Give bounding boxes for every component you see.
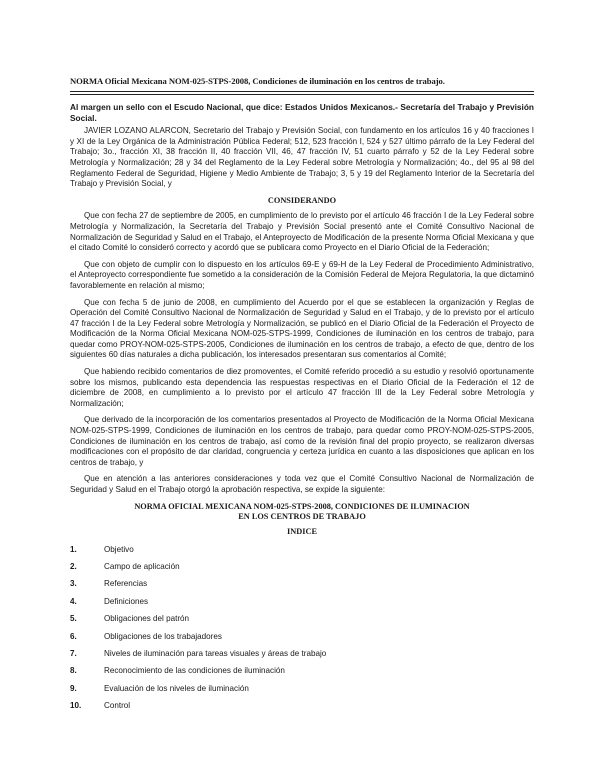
toc-item [70,701,534,718]
considerando-paragraph: Que con fecha 5 de junio de 2008, en cumplimiento del Acuerdo por el que se establecen la organización y Reglas de Operación del Comité Consultivo Nacional de Normalización de Seguridad y Salud en el Trabajo, y de lo previsto por el artículo 47 fracción I de la Ley Federal sobre Metrología y Normalización, se publicó en el Diario Oficial de la Federación el Proyecto de Modificación de la Norma Oficial Mexicana NOM-025-STPS-1999, Condiciones de iluminación en los centros de trabajo, para quedar como PROY-NOM-025-STPS-2005, Condiciones de iluminación en los centros de trabajo, a efecto de que, dentro de los siguientes 60 días naturales a dicha publicación, los interesados presentaran sus comentarios al Comité; [70,297,534,360]
norma-heading: NORMA OFICIAL MEXICANA NOM-025-STPS-2008, CONDICIONES DE ILUMINACION EN LOS CENTROS DE TRABAJO [134,501,470,521]
document-body [70,102,534,719]
toc-number: 2. [70,561,77,571]
toc-item [70,579,534,596]
seal-notice: Al margen un sello con el Escudo Nacional, que dice: Estados Unidos Mexicanos.- Secretaría del Trabajo y Previsión Social. [70,102,534,123]
considerando-paragraph: Que habiendo recibido comentarios de diez promoventes, el Comité referido procedió a su estudio y resolvió oportunamente sobre los mismos, publicando esta dependencia las respuestas respectivas en el Diario Oficial de la Federación el 12 de diciembre de 2008, en cumplimiento a lo previsto por el artículo 47 fracción III de la Ley Federal sobre Metrología y Normalización; [70,367,534,408]
considerando-paragraph: Que en atención a las anteriores consideraciones y toda vez que el Comité Consultivo Nacional de Normalización de Seguridad y Salud en el Trabajo otorgó la aprobación respectiva, se expide la siguiente: [70,474,534,494]
toc-label: Evaluación de los niveles de iluminación [104,683,249,693]
toc-number: 9. [70,683,77,693]
document-title: NORMA Oficial Mexicana NOM-025-STPS-2008, Condiciones de iluminación en los centros de trabajo. [70,76,445,86]
toc-label: Obligaciones de los trabajadores [104,631,222,641]
title-divider-top [70,91,534,92]
intro-paragraph: JAVIER LOZANO ALARCON, Secretario del Trabajo y Previsión Social, con fundamento en los artículos 16 y 40 fracciones I y XI de la Ley Orgánica de la Administración Pública Federal; 512, 523 fracción I, 524 y 527 último párrafo de la Ley Federal del Trabajo; 3o., fracción XI, 38 fracción II, 40 fracción VII, 46, 47 fracción IV, 51 cuarto párrafo y 52 de la Ley Federal sobre Metrología y Normalización; 28 y 34 del Reglamento de la Ley Federal sobre Metrología y Normalización; 4o., del 95 al 98 del Reglamento Federal de Seguridad, Higiene y Medio Ambiente de Trabajo; 3, 5 y 19 del Reglamento Interior de la Secretaría del Trabajo y Previsión Social, y [70,126,534,189]
considerando-paragraph: Que derivado de la incorporación de los comentarios presentados al Proyecto de Modificación de la Norma Oficial Mexicana NOM-025-STPS-1999, Condiciones de iluminación en los centros de trabajo, para quedar como PROY-NOM-025-STPS-2005, Condiciones de iluminación en los centros de trabajo, así como de la revisión final del propio proyecto, se realizaron diversas modificaciones con el propósito de dar claridad, congruencia y certeza jurídica en cuanto a las disposiciones que aplican en los centros de trabajo, y [70,415,534,467]
toc-label: Obligaciones del patrón [104,614,190,624]
toc-number: 3. [70,579,77,589]
toc-label: Definiciones [104,596,149,606]
considerando-heading: CONSIDERANDO [267,195,337,205]
toc-number: 4. [70,596,77,606]
toc-number: 1. [70,544,77,554]
toc-item [70,666,534,683]
considerando-paragraph: Que con objeto de cumplir con lo dispuesto en los artículos 69-E y 69-H de la Ley Federal de Procedimiento Administrativo, el Anteproyecto correspondiente fue sometido a la consideración de la Comisión Federal de Mejora Regulatoria, la que dictaminó favorablemente en relación al mismo; [70,259,534,290]
title-divider-bottom [70,94,534,95]
indice-heading: INDICE [287,526,317,536]
toc-label: Referencias [104,579,148,589]
toc-item [70,649,534,666]
toc-label: Campo de aplicación [104,561,180,571]
toc-item [70,684,534,701]
table-of-contents [70,545,534,719]
toc-label: Niveles de iluminación para tareas visuales y áreas de trabajo [104,648,327,658]
toc-item [70,632,534,649]
toc-item [70,597,534,614]
toc-number: 8. [70,666,77,676]
toc-item [70,562,534,579]
toc-label: Control [104,701,131,711]
considerando-paragraph: Que con fecha 27 de septiembre de 2005, en cumplimiento de lo previsto por el artículo 46 fracción I de la Ley Federal sobre Metrología y Normalización, la Secretaría del Trabajo y Previsión Social presentó ante el Comité Consultivo Nacional de Normalización de Seguridad y Salud en el Trabajo, el Anteproyecto de Modificación de la presente Norma Oficial Mexicana y que el citado Comité lo consideró correcto y acordó que se publicara como Proyecto en el Diario Oficial de la Federación; [70,211,534,253]
toc-number: 5. [70,614,77,624]
toc-number: 7. [70,648,77,658]
toc-item [70,614,534,631]
toc-number: 10. [70,701,82,711]
toc-item [70,545,534,562]
toc-number: 6. [70,631,77,641]
toc-label: Reconocimiento de las condiciones de iluminación [104,666,285,676]
toc-label: Objetivo [104,544,134,554]
